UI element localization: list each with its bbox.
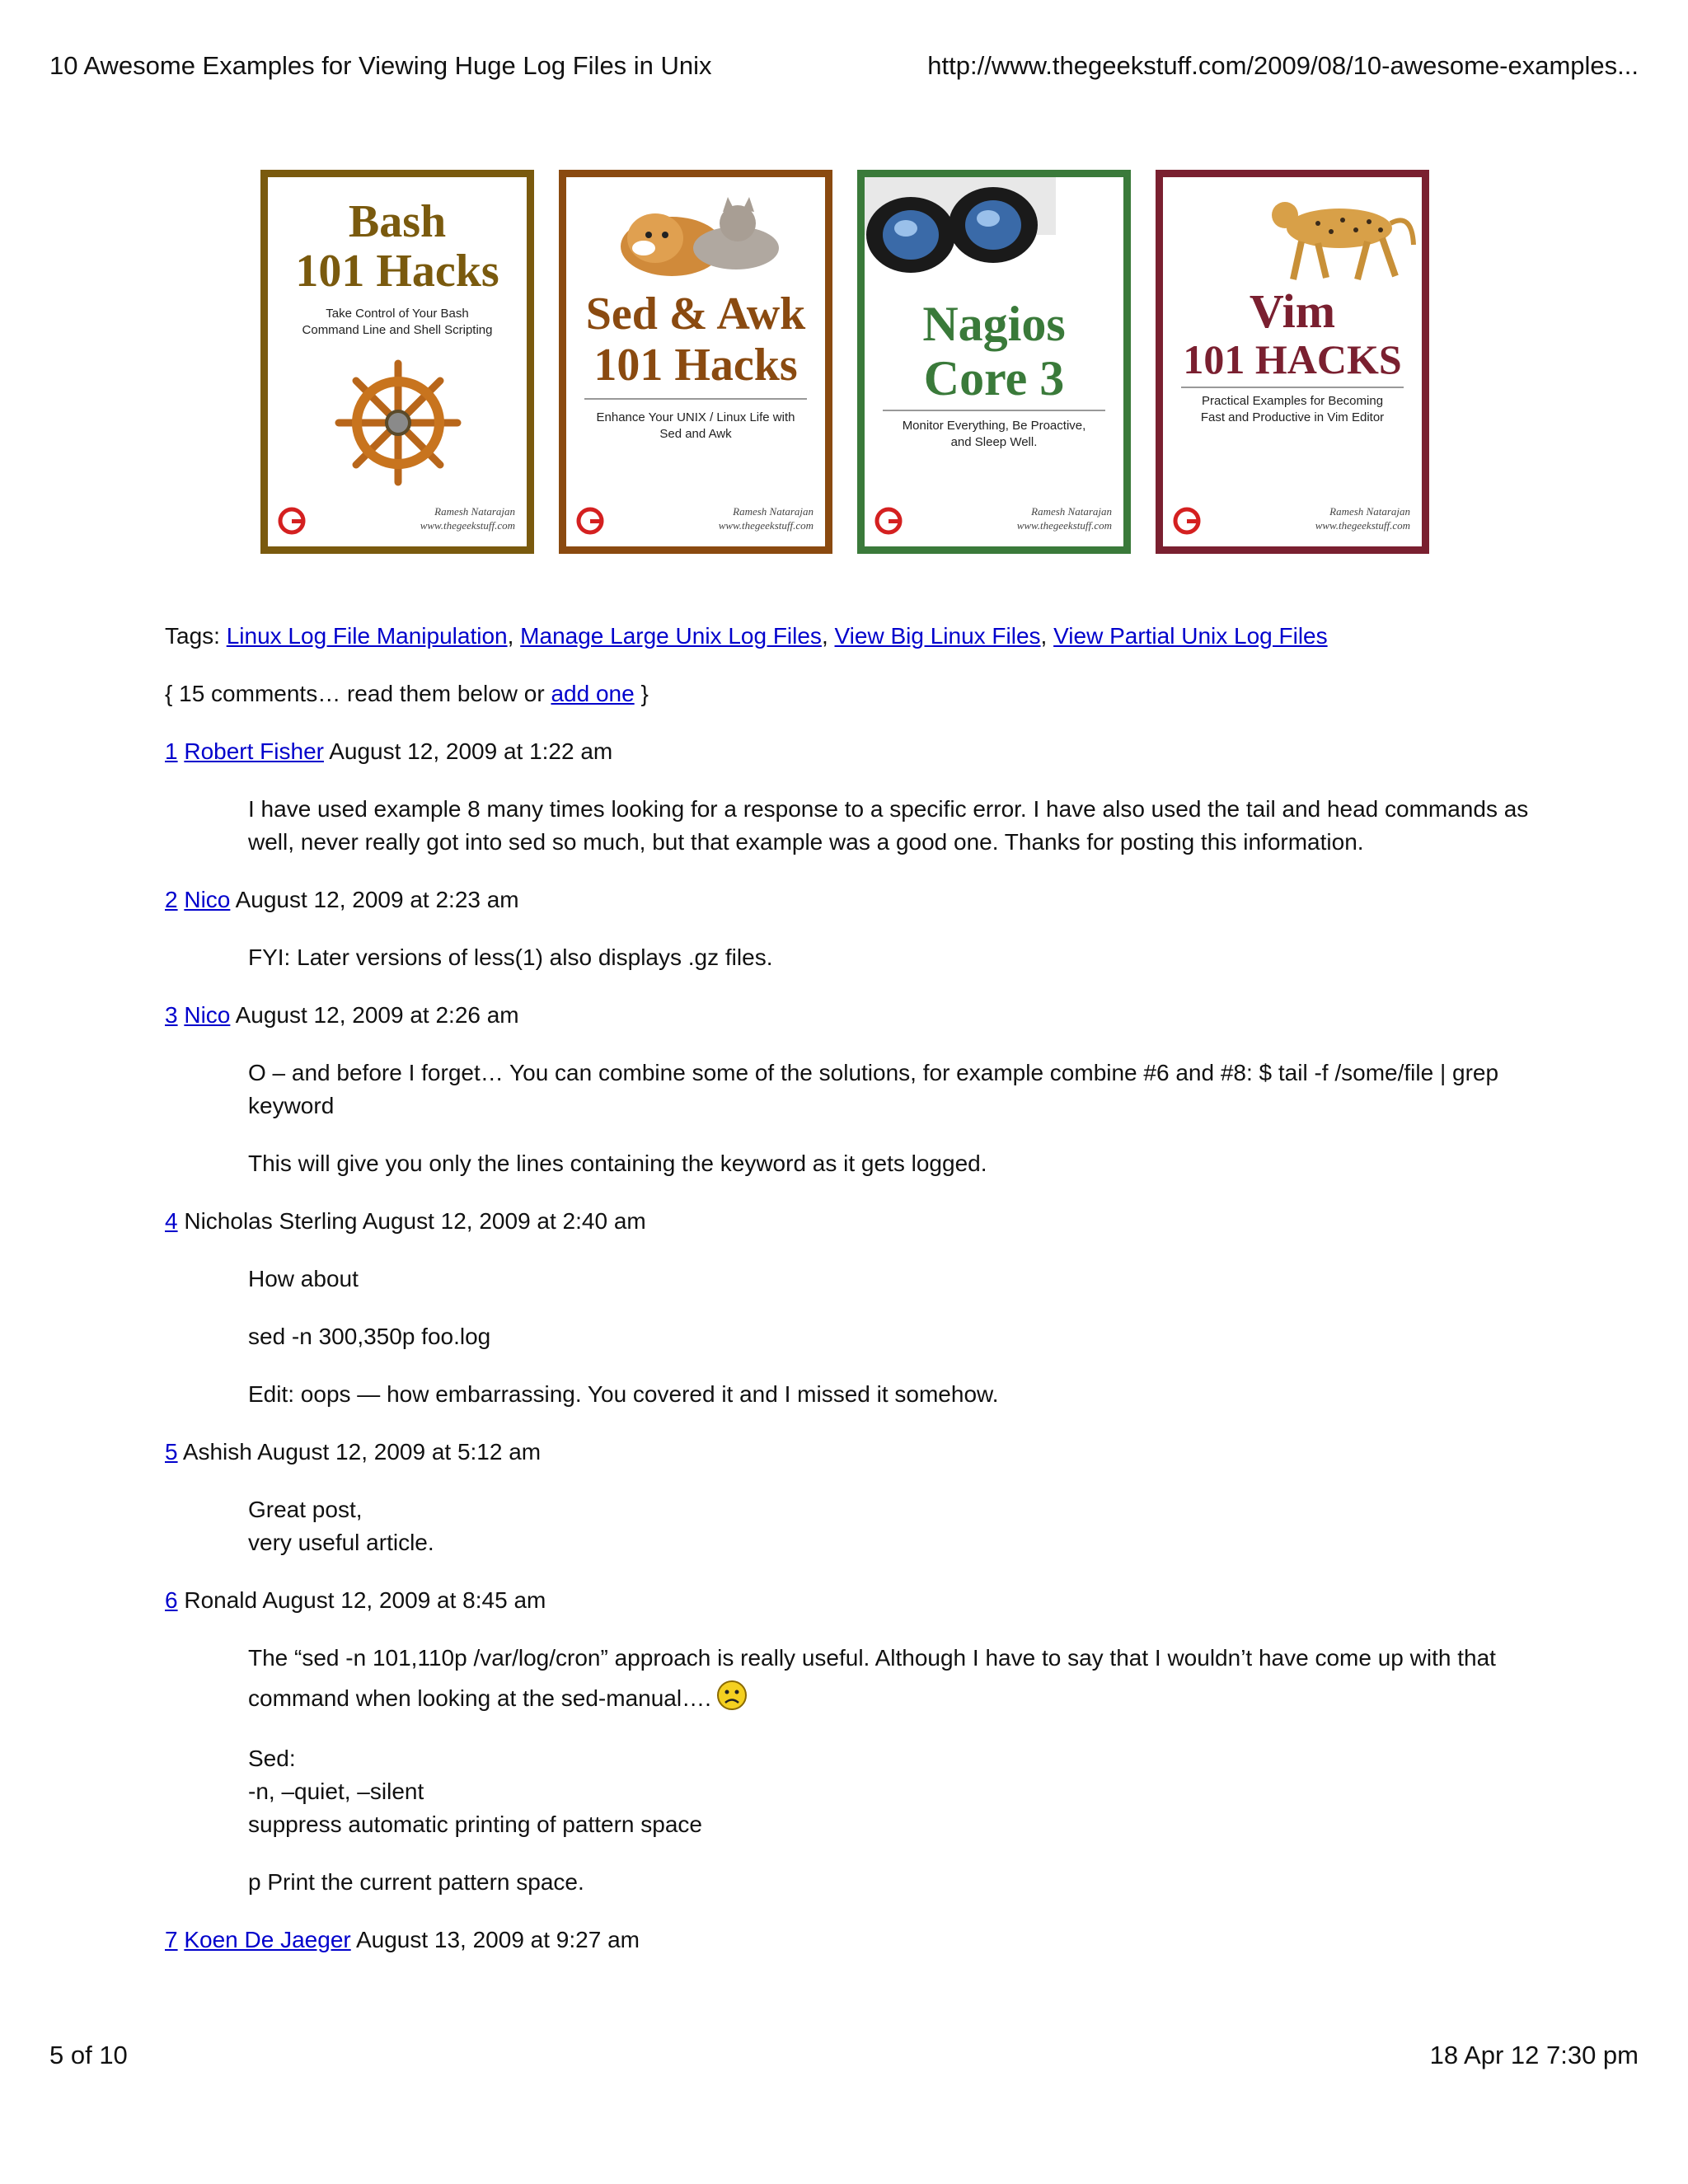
comment-body-line: very useful article. [248, 1530, 434, 1555]
comment-permalink[interactable]: 2 [165, 887, 178, 912]
divider [1181, 387, 1404, 388]
book-title: Vim [1249, 284, 1336, 338]
book-cover-vim[interactable] [1156, 170, 1429, 554]
divider [883, 410, 1105, 411]
comment-body-line: Sed: [248, 1746, 296, 1771]
comment-author: Ashish [182, 1439, 252, 1465]
comment-author-link[interactable]: Nico [184, 887, 231, 912]
comment-author-link[interactable]: Robert Fisher [184, 738, 324, 764]
comment-body-line-with-emoticon: command when looking at the sed-manual…. [248, 1680, 748, 1715]
comment-body-line: well, never really got into sed so much, but that example was a good one. Thanks for posting this information. [248, 829, 1364, 855]
comment-header [165, 999, 519, 1032]
comment-date: August 12, 2009 at 2:26 am [235, 1002, 519, 1028]
comment-permalink[interactable]: 1 [165, 738, 178, 764]
tags-line: Tags: Linux Log File Manipulation, Manage Large Unix Log Files, View Big Linux Files, View Partial Unix Log Files [165, 623, 1328, 649]
publisher-logo-icon [576, 507, 604, 535]
book-subtitle: Take Control of Your Bash Command Line and Shell Scripting [302, 307, 493, 337]
tag-link[interactable]: View Big Linux Files [834, 623, 1041, 649]
book-author: Ramesh Natarajan www.thegeekstuff.com [420, 504, 515, 532]
tag-link[interactable]: Manage Large Unix Log Files [520, 623, 822, 649]
comment-body-line: I have used example 8 many times looking for a response to a specific error. I have also used the tail and head commands as [248, 796, 1529, 822]
binoculars-icon [865, 177, 1056, 301]
page-number: 5 of 10 [49, 2041, 128, 2069]
comment-author-link[interactable]: Nico [184, 1002, 231, 1028]
comment-author-link[interactable]: Koen De Jaeger [184, 1927, 351, 1952]
comment-header [165, 1205, 646, 1238]
comment-body-line: How about [248, 1266, 359, 1291]
add-comment-link[interactable]: add one [551, 681, 635, 706]
book-subtitle: Enhance Your UNIX / Linux Life with Sed and Awk [596, 410, 795, 441]
book-author: Ramesh Natarajan www.thegeekstuff.com [1315, 504, 1410, 532]
comment-author: Ronald [184, 1587, 258, 1613]
book-title: Sed & Awk [585, 288, 806, 340]
comment-header [165, 1924, 640, 1957]
comment-permalink[interactable]: 7 [165, 1927, 178, 1952]
sad-face-icon [716, 1680, 748, 1711]
divider [584, 398, 807, 400]
book-title: Nagios [922, 297, 1066, 351]
comment-author: Nicholas Sterling [184, 1208, 358, 1234]
comment-permalink[interactable]: 6 [165, 1587, 178, 1613]
book-subtitle: Practical Examples for Becoming Fast and Productive in Vim Editor [1200, 394, 1385, 424]
print-header-url: http://www.thegeekstuff.com/2009/08/10-awesome-examples... [927, 51, 1639, 80]
comment-date: August 12, 2009 at 2:23 am [235, 887, 519, 912]
comment-body-line: suppress automatic printing of pattern space [248, 1811, 702, 1837]
book-title: 101 Hacks [593, 340, 798, 391]
book-title: 101 Hacks [295, 246, 499, 297]
book-cover-sed-awk[interactable] [559, 170, 832, 554]
publisher-logo-icon [874, 507, 903, 535]
book-title: Core 3 [923, 351, 1065, 405]
book-title: 101 HACKS [1183, 336, 1402, 382]
comment-body-line: p Print the current pattern space. [248, 1869, 584, 1895]
cheetah-icon [1260, 187, 1417, 286]
book-title: Bash [348, 196, 447, 247]
book-cover-bash[interactable] [260, 170, 534, 554]
comment-body-line: -n, –quiet, –silent [248, 1779, 424, 1804]
publisher-logo-icon [1173, 507, 1201, 535]
comment-header [165, 1584, 546, 1617]
comment-date: August 12, 2009 at 5:12 am [257, 1439, 542, 1465]
comment-permalink[interactable]: 4 [165, 1208, 178, 1234]
comment-date: August 12, 2009 at 1:22 am [329, 738, 613, 764]
comment-body-line: Great post, [248, 1497, 363, 1522]
tag-link[interactable]: View Partial Unix Log Files [1053, 623, 1328, 649]
comment-permalink[interactable]: 3 [165, 1002, 178, 1028]
publisher-logo-icon [278, 507, 306, 535]
comment-body-line: keyword [248, 1093, 335, 1118]
book-cover-nagios[interactable] [857, 170, 1131, 554]
book-author: Ramesh Natarajan www.thegeekstuff.com [1016, 504, 1112, 532]
book-covers [260, 170, 1431, 557]
ship-wheel-icon [332, 357, 464, 489]
comment-body-line: FYI: Later versions of less(1) also displays .gz files. [248, 944, 773, 970]
comment-date: August 12, 2009 at 2:40 am [362, 1208, 646, 1234]
comment-body-line: This will give you only the lines containing the keyword as it gets logged. [248, 1151, 987, 1176]
book-author: Ramesh Natarajan www.thegeekstuff.com [718, 504, 814, 532]
comments-summary: { 15 comments… read them below or add one } [165, 681, 649, 706]
comment-header [165, 1436, 541, 1469]
comment-date: August 12, 2009 at 8:45 am [262, 1587, 546, 1613]
tag-link[interactable]: Linux Log File Manipulation [226, 623, 508, 649]
book-subtitle: Monitor Everything, Be Proactive, and Sleep Well. [902, 419, 1086, 449]
dog-and-cat-icon [606, 189, 795, 288]
comment-body-line: sed -n 300,350p foo.log [248, 1324, 491, 1349]
print-datetime: 18 Apr 12 7:30 pm [1429, 2041, 1639, 2069]
comment-body-line: The “sed -n 101,110p /var/log/cron” approach is really useful. Although I have to say that I wouldn’t have come up with that [248, 1645, 1496, 1671]
comment-date: August 13, 2009 at 9:27 am [355, 1927, 640, 1952]
comment-body-line: Edit: oops — how embarrassing. You covered it and I missed it somehow. [248, 1381, 999, 1407]
tags-label: Tags: [165, 623, 220, 649]
comment-header [165, 735, 612, 768]
comment-permalink[interactable]: 5 [165, 1439, 178, 1465]
print-header-title: 10 Awesome Examples for Viewing Huge Log Files in Unix [49, 51, 712, 80]
comment-body-line: O – and before I forget… You can combine some of the solutions, for example combine #6 and #8: $ tail -f /some/file | grep [248, 1060, 1499, 1085]
comment-header [165, 883, 519, 916]
